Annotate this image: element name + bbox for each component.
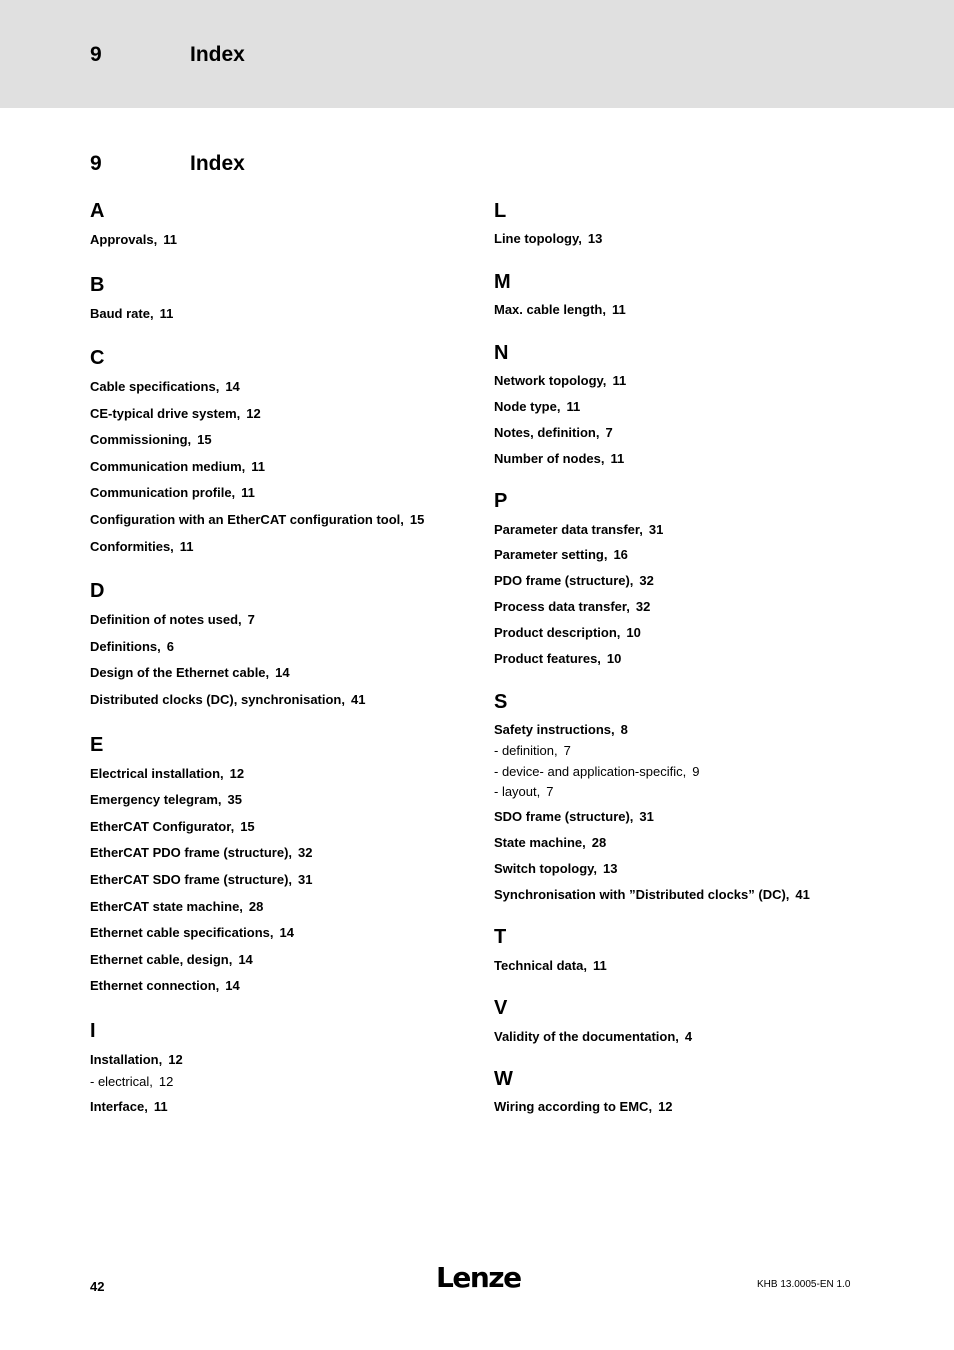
index-entry[interactable]	[494, 426, 613, 439]
index-entry-page[interactable]: 11	[612, 373, 627, 388]
index-entry-text: Electrical installation,	[90, 766, 224, 781]
index-entry-page[interactable]: 10	[606, 651, 622, 666]
index-entry-text: Commissioning,	[90, 432, 192, 447]
header-band	[0, 0, 954, 108]
section-number: 9	[90, 152, 102, 175]
index-entry-text: Process data transfer,	[494, 599, 630, 614]
index-subentry-text: - definition,	[494, 743, 558, 758]
index-entry[interactable]	[90, 979, 240, 992]
index-entry-page[interactable]: 11	[610, 451, 625, 466]
index-entry[interactable]	[90, 1100, 168, 1113]
index-entry-page[interactable]: 12	[168, 1052, 183, 1067]
index-entry[interactable]	[90, 640, 174, 653]
index-entry-page[interactable]: 31	[639, 809, 654, 824]
index-entry-text: State machine,	[494, 835, 586, 850]
index-subentry[interactable]	[90, 1075, 173, 1088]
index-entry[interactable]	[494, 548, 628, 561]
index-entry-text: Distributed clocks (DC), synchronisation,	[90, 692, 345, 707]
index-entry-text: Node type,	[494, 399, 561, 414]
index-entry[interactable]	[90, 846, 312, 859]
index-letter-b: B	[90, 274, 105, 296]
index-entry-text: Approvals,	[90, 232, 158, 247]
index-entry-page[interactable]: 14	[275, 665, 290, 680]
index-entry-text: Line topology,	[494, 231, 582, 246]
index-entry-page[interactable]: 11	[159, 306, 174, 321]
index-subentry-text: - device- and application-specific,	[494, 764, 687, 779]
header-chapter-number: 9	[90, 43, 102, 66]
document-id: KHB 13.0005-EN 1.0	[757, 1279, 851, 1290]
index-entry-text: Communication medium,	[90, 459, 246, 474]
index-entry[interactable]	[494, 303, 626, 316]
index-entry-page[interactable]: 11	[592, 958, 607, 973]
index-letter-s: S	[494, 691, 508, 713]
index-entry-text: Ethernet connection,	[90, 978, 220, 993]
index-letter-c: C	[90, 347, 105, 369]
index-entry[interactable]	[90, 666, 290, 679]
header-chapter-title: Index	[190, 43, 245, 66]
index-entry-page[interactable]: 11	[179, 539, 194, 554]
index-subentry[interactable]	[494, 765, 699, 778]
index-entry[interactable]	[494, 1030, 692, 1043]
index-entry-text: Definitions,	[90, 639, 161, 654]
index-letter-i: I	[90, 1020, 96, 1042]
index-entry[interactable]	[494, 232, 602, 245]
index-entry-page[interactable]: 13	[603, 861, 618, 876]
index-entry-page[interactable]: 11	[153, 1099, 168, 1114]
index-entry-text: Switch topology,	[494, 861, 598, 876]
index-entry-text: Product features,	[494, 651, 601, 666]
index-entry-text: Product description,	[494, 625, 621, 640]
section-title: Index	[190, 152, 245, 175]
index-entry[interactable]	[494, 959, 607, 972]
index-entry-page[interactable]: 8	[620, 722, 628, 737]
index-entry-page[interactable]: 7	[247, 612, 255, 627]
index-entry-page[interactable]: 32	[639, 573, 654, 588]
index-entry-page[interactable]: 15	[197, 432, 212, 447]
index-entry-text: Baud rate,	[90, 306, 154, 321]
index-entry-page[interactable]: 32	[635, 599, 651, 614]
index-entry-text: EtherCAT state machine,	[90, 899, 243, 914]
index-subentry-text: - layout,	[494, 784, 541, 799]
index-entry-page[interactable]: 6	[166, 639, 175, 654]
index-entry-page[interactable]: 11	[611, 302, 626, 317]
index-entry-page[interactable]: 15	[409, 512, 425, 527]
index-entry-page[interactable]: 16	[613, 547, 628, 562]
index-entry-page[interactable]: 11	[241, 485, 255, 500]
index-entry-page[interactable]: 7	[605, 425, 613, 440]
index-entry[interactable]	[90, 460, 265, 473]
index-entry[interactable]	[494, 452, 624, 465]
index-letter-w: W	[494, 1068, 513, 1090]
index-subentry-page[interactable]: 7	[563, 743, 571, 758]
index-entry-page[interactable]: 12	[658, 1099, 673, 1114]
index-entry[interactable]	[494, 836, 606, 849]
index-entry-page[interactable]: 14	[279, 925, 294, 940]
index-entry-page[interactable]: 4	[684, 1029, 693, 1044]
index-entry-page[interactable]: 14	[238, 952, 253, 967]
index-entry[interactable]	[494, 888, 810, 901]
index-entry-page[interactable]: 32	[298, 845, 313, 860]
index-entry-page[interactable]: 11	[566, 399, 581, 414]
index-entry-page[interactable]: 11	[251, 459, 266, 474]
index-entry[interactable]	[90, 540, 194, 553]
index-entry-text: Interface,	[90, 1099, 148, 1114]
index-entry-text: Definition of notes used,	[90, 612, 242, 627]
index-entry[interactable]	[494, 626, 641, 639]
index-subentry[interactable]	[494, 785, 553, 798]
index-letter-e: E	[90, 734, 104, 756]
index-entry[interactable]	[90, 613, 255, 626]
index-entry[interactable]	[90, 433, 212, 446]
index-entry[interactable]	[90, 407, 261, 420]
index-entry-text: Conformities,	[90, 539, 174, 554]
index-entry[interactable]	[90, 486, 255, 499]
index-entry-page[interactable]: 15	[240, 819, 255, 834]
index-entry[interactable]	[494, 523, 663, 536]
index-entry[interactable]	[494, 652, 621, 665]
index-entry-text: Installation,	[90, 1052, 163, 1067]
index-entry-text: Network topology,	[494, 373, 607, 388]
index-entry[interactable]	[90, 793, 242, 806]
index-entry-text: Parameter data transfer,	[494, 522, 643, 537]
index-entry-page[interactable]: 41	[351, 692, 366, 707]
index-entry[interactable]	[494, 600, 650, 613]
index-letter-a: A	[90, 200, 105, 222]
index-letter-p: P	[494, 490, 508, 512]
index-entry[interactable]	[494, 862, 618, 875]
index-entry[interactable]	[90, 873, 312, 886]
page-number: 42	[90, 1279, 105, 1294]
index-letter-m: M	[494, 271, 511, 293]
index-entry[interactable]	[90, 953, 253, 966]
index-entry-text: EtherCAT SDO frame (structure),	[90, 872, 293, 887]
index-entry-page[interactable]: 35	[227, 792, 242, 807]
index-subentry-page[interactable]: 12	[158, 1074, 174, 1089]
index-letter-d: D	[90, 580, 105, 602]
index-entry-text: Safety instructions,	[494, 722, 615, 737]
index-subentry-text: - electrical,	[90, 1074, 153, 1089]
index-entry-text: Synchronisation with ”Distributed clocks” (DC),	[494, 887, 790, 902]
index-entry[interactable]	[494, 400, 580, 413]
index-entry[interactable]	[90, 380, 240, 393]
index-subentry[interactable]	[494, 744, 571, 757]
index-entry-text: Communication profile,	[90, 485, 236, 500]
index-entry-text: PDO frame (structure),	[494, 573, 634, 588]
index-entry-page[interactable]: 14	[225, 379, 240, 394]
index-entry[interactable]	[90, 513, 424, 526]
index-entry[interactable]	[90, 1053, 183, 1066]
index-entry-page[interactable]: 31	[648, 522, 664, 537]
index-entry-page[interactable]: 41	[795, 887, 810, 902]
index-entry[interactable]	[494, 810, 654, 823]
index-entry-text: Ethernet cable, design,	[90, 952, 233, 967]
index-entry-page[interactable]: 12	[246, 406, 261, 421]
index-entry[interactable]	[90, 900, 263, 913]
index-entry-text: Max. cable length,	[494, 302, 606, 317]
index-entry-text: Design of the Ethernet cable,	[90, 665, 270, 680]
index-letter-l: L	[494, 200, 507, 222]
index-entry-text: Configuration with an EtherCAT configuration tool,	[90, 512, 404, 527]
index-entry[interactable]	[90, 767, 244, 780]
index-entry[interactable]	[90, 926, 294, 939]
index-entry[interactable]	[494, 574, 654, 587]
index-entry-page[interactable]: 31	[298, 872, 313, 887]
index-entry-text: Validity of the documentation,	[494, 1029, 679, 1044]
index-entry-text: SDO frame (structure),	[494, 809, 634, 824]
index-letter-v: V	[494, 997, 508, 1019]
index-entry-text: Technical data,	[494, 958, 587, 973]
lenze-logo: Lenze	[436, 1261, 521, 1294]
index-entry[interactable]	[90, 820, 255, 833]
index-letter-t: T	[494, 926, 507, 948]
index-entry[interactable]	[494, 1100, 673, 1113]
index-entry-text: Parameter setting,	[494, 547, 608, 562]
index-subentry-page[interactable]: 7	[546, 784, 554, 799]
index-entry-text: Ethernet cable specifications,	[90, 925, 274, 940]
index-entry-page[interactable]: 12	[229, 766, 245, 781]
index-entry[interactable]	[494, 723, 628, 736]
index-entry-page[interactable]: 28	[248, 899, 264, 914]
index-entry[interactable]	[90, 693, 365, 706]
index-entry-text: CE-typical drive system,	[90, 406, 241, 421]
index-entry-text: EtherCAT Configurator,	[90, 819, 235, 834]
index-entry-page[interactable]: 11	[163, 232, 177, 247]
index-entry[interactable]	[90, 307, 173, 320]
index-entry[interactable]	[90, 233, 177, 246]
index-entry-text: Emergency telegram,	[90, 792, 222, 807]
index-entry-page[interactable]: 10	[626, 625, 641, 640]
index-entry-page[interactable]: 13	[587, 231, 603, 246]
index-entry-text: Cable specifications,	[90, 379, 220, 394]
index-entry-text: EtherCAT PDO frame (structure),	[90, 845, 293, 860]
index-entry-page[interactable]: 14	[225, 978, 240, 993]
index-entry-text: Wiring according to EMC,	[494, 1099, 653, 1114]
index-subentry-page[interactable]: 9	[692, 764, 700, 779]
index-entry[interactable]	[494, 374, 626, 387]
index-entry-text: Number of nodes,	[494, 451, 605, 466]
index-letter-n: N	[494, 342, 509, 364]
index-entry-page[interactable]: 28	[591, 835, 607, 850]
index-entry-text: Notes, definition,	[494, 425, 600, 440]
